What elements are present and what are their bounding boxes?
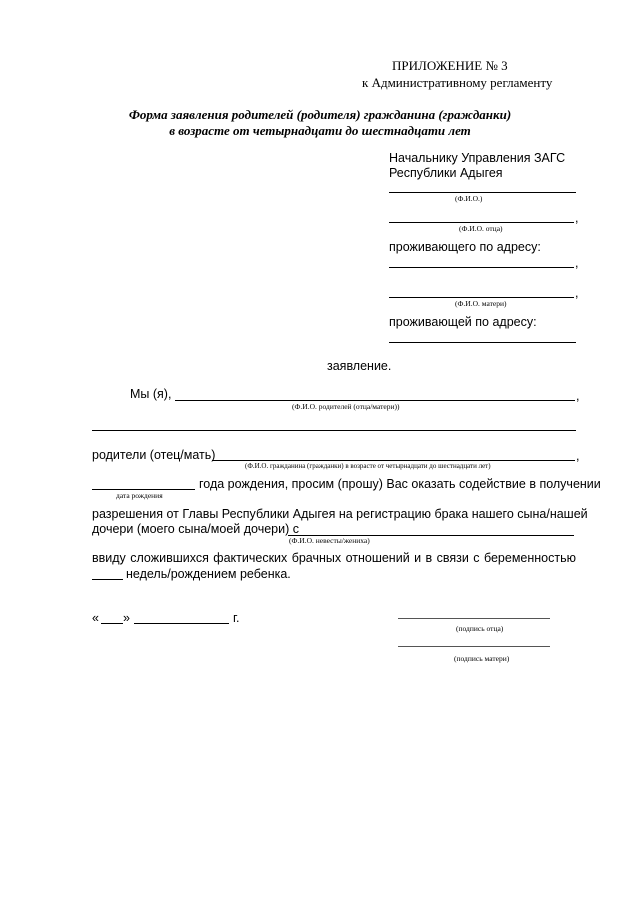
mother-signature-field[interactable] <box>398 646 550 647</box>
form-title-line2: в возрасте от четырнадцати до шестнадцати лет <box>169 123 471 138</box>
head-fio-caption: (Ф.И.О.) <box>455 194 483 203</box>
appendix-subtitle: к Административному регламенту <box>362 75 553 90</box>
parents-fio-field[interactable] <box>175 400 575 401</box>
addressee-line2: Республики Адыгея <box>389 166 503 180</box>
date-close-quote: » <box>123 611 130 625</box>
citizen-fio-comma: , <box>576 449 580 463</box>
father-fio-field[interactable] <box>389 222 574 223</box>
citizen-fio-caption: (Ф.И.О. гражданина (гражданки) в возрасте от четырнадцати до шестнадцати лет) <box>245 462 491 470</box>
we-label: Мы (я), <box>130 387 172 401</box>
father-address-field[interactable] <box>389 267 574 268</box>
addressee-line1: Начальнику Управления ЗАГС <box>389 151 566 165</box>
mother-fio-comma: , <box>575 286 579 300</box>
birth-date-caption: дата рождения <box>116 491 163 500</box>
parents-fio-comma: , <box>576 389 580 403</box>
bride-fio-caption: (Ф.И.О. невесты/жениха) <box>289 536 370 545</box>
date-open-quote: « <box>92 611 99 625</box>
parents-fio-caption: (Ф.И.О. родителей (отца/матери)) <box>292 402 400 411</box>
mother-address-field[interactable] <box>389 342 576 343</box>
father-address-comma: , <box>575 256 579 270</box>
mother-signature-caption: (подпись матери) <box>454 654 510 663</box>
daughter-text: дочери (моего сына/моей дочери) с <box>92 522 299 536</box>
parents-fio-field-2[interactable] <box>92 430 576 431</box>
parents-of-label: родители (отец/мать) <box>92 448 216 462</box>
document-title: заявление. <box>327 359 392 373</box>
father-fio-caption: (Ф.И.О. отца) <box>459 224 503 233</box>
date-month-year-field[interactable] <box>134 623 229 624</box>
father-signature-field[interactable] <box>398 618 550 619</box>
father-signature-caption: (подпись отца) <box>456 624 504 633</box>
form-title-line1: Форма заявления родителей (родителя) гражданина (гражданки) <box>128 107 512 122</box>
date-day-field[interactable] <box>101 623 123 624</box>
appendix-number: ПРИЛОЖЕНИЕ № 3 <box>392 58 508 73</box>
head-fio-field[interactable] <box>389 192 576 193</box>
due-text: ввиду сложившихся фактических брачных отношений и в связи с беременностью <box>92 551 576 565</box>
citizen-fio-field[interactable] <box>212 460 575 461</box>
birth-text: года рождения, просим (прошу) Вас оказать содействие в получении <box>199 477 601 491</box>
father-address-label: проживающего по адресу: <box>389 240 541 254</box>
birth-date-field[interactable] <box>92 489 195 490</box>
father-fio-comma: , <box>575 211 579 225</box>
mother-fio-caption: (Ф.И.О. матери) <box>455 299 507 308</box>
weeks-field[interactable] <box>92 579 123 580</box>
year-suffix: г. <box>233 611 240 625</box>
permission-text: разрешения от Главы Республики Адыгея на регистрацию брака нашего сына/нашей <box>92 507 588 521</box>
mother-address-label: проживающей по адресу: <box>389 315 537 329</box>
mother-fio-field[interactable] <box>389 297 574 298</box>
weeks-text: недель/рождением ребенка. <box>126 567 291 581</box>
